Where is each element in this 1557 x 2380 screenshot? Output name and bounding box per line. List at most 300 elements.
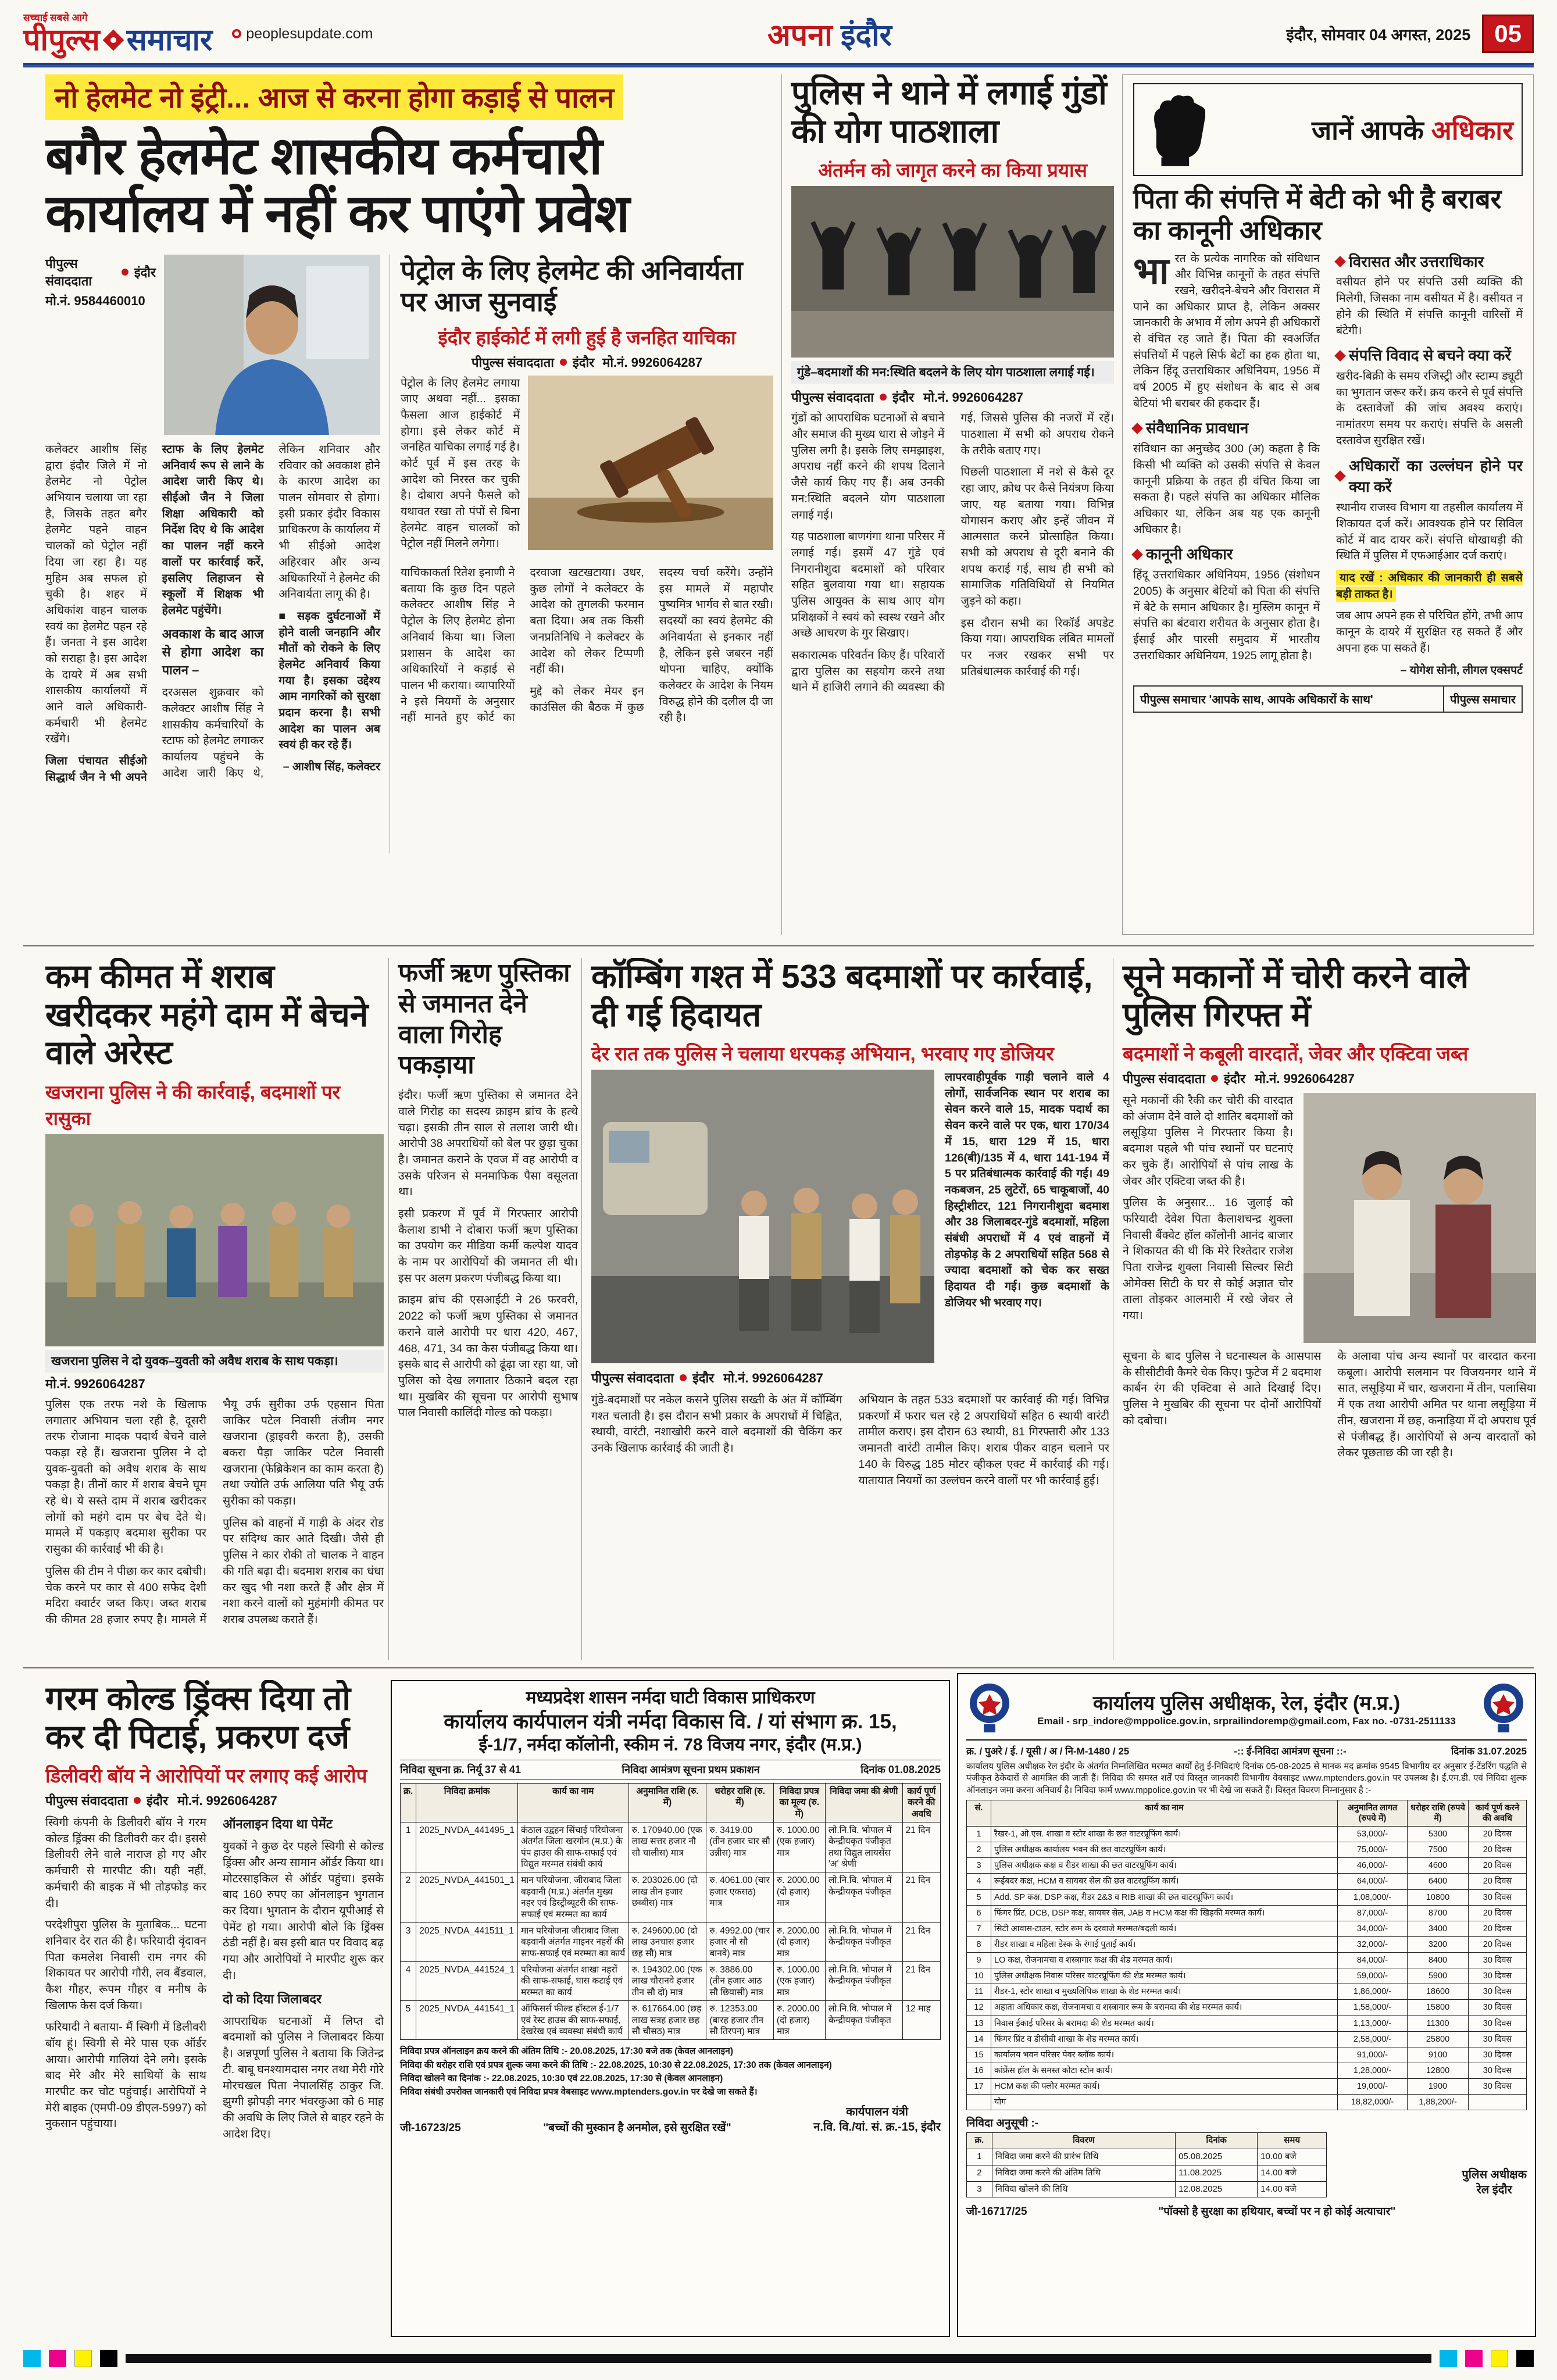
table-cell: 7500: [1408, 1842, 1469, 1858]
closing-paragraph: जब आप अपने हक से परिचित होंगे, तभी आप कानून के दायरे में सुरक्षित रह सकते हैं और अपना हक पा सकते हैं।: [1336, 609, 1523, 655]
byline-dot-icon: [560, 359, 567, 366]
cyan-mark: [1440, 2350, 1457, 2367]
table-cell: 20 दिवस: [1469, 1921, 1527, 1936]
highlight-line: याद रखें : अधिकार की जानकारी ही सबसे बड़ी ताकत है।: [1336, 571, 1523, 601]
table-cell: 9100: [1408, 2047, 1469, 2063]
collector-photo: [164, 255, 380, 435]
table-cell: 11.08.2025: [1176, 2165, 1258, 2181]
yoga-photo-art: [791, 186, 1114, 358]
table-cell: 30 दिवस: [1469, 1953, 1527, 1968]
table-cell: 20 दिवस: [1469, 1936, 1527, 1952]
paragraph: आपराधिक घटनाओं में लिप्त दो बदमाशों को पुलिस ने जिलाबदर किया है। अन्नपूर्णा पुलिस ने बताया कि जितेन्द्र टी. बाबू घनश्यामदास नगर तथा मेरी गोरे मोरचखल पिता नेपालसिंह ठाकुर जि. झुग्गी झोपड़ी नगर भंवरकुआ को 6 माह की अवधि के लिए जिले से बाहर रहने के आदेश दिए।: [223, 2014, 384, 2140]
table-cell: 3: [967, 2181, 992, 2197]
table-row: [967, 2047, 1527, 2063]
rights-footer-bar: [1133, 685, 1523, 713]
table-cell: 14.00 बजे: [1258, 2165, 1327, 2181]
paragraph: पेट्रोल के लिए हेलमेट लगाया जाए अथवा नहीं... इसका फैसला आज हाईकोर्ट में होगा। इसे लेकर कोर्ट में जनहित याचिका लगाई गई है। कोर्ट पूर्व में इस तरह के आदेश को निरस्त कर चुकी है। दोबारा अपने फैसले को यथावत रखा तो पंपों से बिना हेलमेट वाहन चालकों को पेट्रोल नहीं मिलने लगेगा।: [401, 376, 520, 551]
table-cell: 5: [967, 1889, 991, 1905]
article-liquor-arrest: [45, 958, 384, 1660]
table-cell: 30 दिवस: [1469, 1889, 1527, 1905]
table-cell: 87,000/-: [1338, 1905, 1408, 1921]
table-header-cell: अनुमानित राशि (रु. में): [628, 1783, 706, 1822]
table-cell: लो.नि.वि. भोपाल में केन्द्रीयकृत पंजीकृत: [825, 1962, 902, 2001]
black-mark: [1516, 2350, 1534, 2367]
gazette-number: जी-16723/25: [400, 2122, 461, 2135]
table-cell: 5900: [1408, 1968, 1469, 1984]
table-cell: 1: [967, 1827, 991, 1842]
table-cell: HCM कक्ष की फ्लोर मरम्मत कार्य।: [991, 2079, 1338, 2095]
paragraph-bold: जिला पंचायत सीईओ सिद्धार्थ जैन ने भी अपने स्टाफ के लिए हेलमेट अनिवार्य रूप से लाने के आदेश जारी किए थे। सीईओ जैन ने जिला शिक्षा अधिकारी को निर्देश दिए थे कि आदेश का पालन नहीं करने वालों पर कार्रवाई करें, इसलिए लिहाजन से स्कूलों में शिक्षक भी हेलमेट पहुंचेंगे।: [45, 443, 264, 784]
table-cell: 20 दिवस: [1469, 1874, 1527, 1889]
table-header-cell: धरोहर राशि (रु. में): [706, 1783, 773, 1822]
target-icon: [232, 29, 241, 38]
table-cell: 53,000/-: [1338, 1827, 1408, 1842]
gavel-photo: [528, 376, 773, 550]
article-body: [1133, 251, 1523, 679]
tender-schedule-table: [966, 2132, 1327, 2197]
article-combing-patrol: [581, 958, 1109, 1660]
table-cell: 1,13,000/-: [1338, 2016, 1408, 2031]
article-cold-drink-assault: [45, 1680, 384, 2337]
accused-photo-art: [1304, 1093, 1536, 1343]
table-cell: 21 दिन: [902, 1822, 940, 1872]
table-header-row: [967, 1800, 1527, 1826]
table-cell: योग: [991, 2095, 1338, 2110]
table-cell: 10800: [1408, 1889, 1469, 1905]
byline: पीपुल्स संवाददाता इंदौर: [472, 355, 595, 370]
paragraph: इस दौरान सभी का रिकॉर्ड अपडेट किया गया। आपराधिक लंबित मामलों पर नजर रखकर सभी पर प्रतिबंधात्मक कार्रवाई की गई।: [960, 616, 1114, 678]
table-cell: रु. 2000.00 (दो हजार) मात्र: [773, 2001, 825, 2040]
horizontal-rule: [23, 945, 1534, 946]
table-cell: 2025_NVDA_441541_1: [416, 2001, 518, 2040]
table-cell: 12.08.2025: [1176, 2181, 1258, 2197]
rights-title-a: जानें आपके: [1311, 115, 1424, 145]
table-cell: 20 दिवस: [1469, 1905, 1527, 1921]
table-cell: 2: [967, 1842, 991, 1858]
kicker: नो हेलमेट नो इंट्री... आज से करना होगा कड़ाई से पालन: [45, 74, 623, 120]
table-header-cell: क्र.: [967, 2133, 992, 2149]
logo-tagline: सच्चाई सबसे आगे: [23, 12, 88, 23]
table-cell: 46,000/-: [1338, 1858, 1408, 1874]
paragraph: युवकों ने कुछ देर पहले स्विगी से कोल्ड ड्रिंक्स और अन्य सामान ऑर्डर किया था। मोटरसाइकिल से ऑर्डर पहुंचा। इसके बाद 160 रुपए का ऑनलाइन भुगतान कर दिया। भुगतान के दौरान यूपीआई से पेमेंट हो गया। आरोपी बोले कि ड्रिंक्स ठंडी नहीं है। बस इसी बात पर विवाद बढ़ गया और आरोपियों ने मारपीट शुरू कर दी।: [223, 1840, 384, 1982]
newspaper-logo: [23, 13, 212, 55]
table-cell: सिटी आवास-टाउन, स्टोर रूम के दरवाजे मरम्मत/बदली कार्य।: [991, 1921, 1338, 1936]
sub-headline: देर रात तक पुलिस ने चलाया धरपकड़ अभियान, भरवाए गए डोजियर: [591, 1043, 1054, 1065]
mp-police-emblem-left: [966, 1680, 1013, 1736]
byline: पीपुल्स संवाददाता इंदौर: [1123, 1071, 1246, 1087]
section-heading: कानूनी अधिकार: [1133, 544, 1320, 565]
awareness-quote: "पॉक्सो है सुरक्षा का हथियार, बच्चों पर न हो कोई अत्याचार": [1158, 2206, 1396, 2218]
table-cell: 30 दिवस: [1469, 2031, 1527, 2047]
table-cell: फिंगर प्रिंट व डीसीबी शाखा के शेड मरम्मत कार्य।: [991, 2031, 1338, 2047]
reporter-phone: मो.नं. 9926064287: [1255, 1071, 1355, 1087]
table-cell: पुलिस अधीक्षक कार्यालय भवन की छत वाटरप्रूफिंग कार्य।: [991, 1842, 1338, 1858]
accused-photo: [1304, 1093, 1536, 1343]
table-cell: 14: [967, 2031, 991, 2047]
section-title-apna: अपना: [767, 18, 833, 52]
table-row: [967, 1968, 1527, 1984]
table-cell: 30 दिवस: [1469, 2047, 1527, 2063]
section-heading: अधिकारों का उल्लंघन होने पर क्या करें: [1336, 455, 1523, 498]
table-cell: 2,58,000/-: [1338, 2031, 1408, 2047]
headline: बगैर हेलमेट शासकीय कर्मचारी कार्यालय में नहीं कर पाएंगे प्रवेश: [45, 127, 630, 243]
article-body: [45, 442, 380, 785]
table-cell: रु. 617664.00 (छह लाख सत्रह हजार छह सौ चौसठ) मात्र: [628, 2001, 706, 2040]
table-cell: 1,08,000/-: [1338, 1889, 1408, 1905]
table-cell: 21 दिन: [902, 1922, 940, 1961]
article-yoga-pathshala: [781, 74, 1114, 935]
table-cell: रु. 3886.00 (तीन हजार आठ सौ छियासी) मात्र: [706, 1962, 773, 2001]
reporter-phone: मो.नं. 9926064287: [723, 1371, 823, 1386]
table-cell: 12800: [1408, 2063, 1469, 2078]
table-header-cell: निविदा प्रपत्र का मूल्य (रु. में): [773, 1783, 825, 1822]
article-house-theft: [1113, 958, 1536, 1660]
table-cell: निविदा जमा करने की प्रारंभ तिथि: [992, 2149, 1175, 2165]
paragraph: के अलावा पांच अन्य स्थानों पर वारदात करना कबूला। आरोपी सलमान पर विजयनगर थाने में सात, लसूड़िया में चार, खजराना में तीन, पलासिया में एक तथा आरोपी अमित पर थाना लसूड़िया में तीन, खजराना में छह, कनाड़िया में दो अपराध पूर्व से पंजीबद्ध हैं। आरोपियों से अन्य वारदातों को लेकर पूछताछ की जा रही है।: [1337, 1350, 1536, 1460]
yoga-photo: [791, 186, 1114, 358]
nvda-tender-table: [400, 1783, 941, 2040]
logo-text-samachar: समाचार: [126, 23, 213, 57]
collector-photo-art: [164, 255, 380, 435]
section-heading: विरासत और उत्तराधिकार: [1336, 251, 1523, 273]
paragraph: परदेशीपुरा पुलिस के मुताबिक... घटना शनिवार देर रात की है। फरियादी वृंदावन पिता कमलेश निवासी राम नगर की शिकायत पर आरोपी गौरी, लव बैंडवाल, कैश गौहर, रूपम गौहर व मनीष के खिलाफ केस दर्ज किया।: [45, 1918, 206, 2012]
mp-police-emblem-right: [1480, 1680, 1527, 1736]
paragraph: याचिकाकर्ता रितेश इनाणी ने बताया कि कुछ दिन पहले कलेक्टर आशीष सिंह ने पेट्रोल के लिए हेलमेट होना अनिवार्य किया था। जिला प्रशासन के आदेश का अधिकारियों ने कड़ाई से पालन भी कराया। व्यापारियों ने इसे नियमों के अनुसार नहीं मानते हुए कोर्ट का दरवाजा खटखटाया। उधर, कुछ लोगों ने कलेक्टर के आदेश को तुगलकी फरमान बता दिया। अब तक किसी जनप्रतिनिधि ने कलेक्टर के आदेश को लेकर टिप्पणी नहीं की।: [401, 566, 644, 724]
byline-dot-icon: [880, 394, 887, 401]
paragraph: इसी प्रकरण में पूर्व में गिरफ्तार आरोपी कैलाश डाभी ने दोबारा फर्जी ऋण पुस्तिका का उपयोग कर मीडिया कर्मी कल्पेश यादव के नाम पर आरोपियों की जमानत ली थी। इस पर अलग प्रकरण पंजीबद्ध किया था।: [398, 1207, 578, 1285]
photo-caption: गुंडे–बदमाशों की मन:स्थिति बदलने के लिए योग पाठशाला लगाई गई।: [791, 361, 1114, 384]
table-cell: 9: [967, 1953, 991, 1968]
article-body: [401, 565, 773, 726]
table-cell: निविदा खोलने की तिथि: [992, 2181, 1175, 2197]
byline: पीपुल्स संवाददाता इंदौर: [791, 390, 915, 405]
table-cell: 3: [401, 1922, 416, 1961]
table-header-cell: विवरण: [992, 2133, 1175, 2149]
reporter-phone: मो.नं. 9926064287: [602, 355, 702, 370]
article-helmet-order: [45, 74, 773, 935]
byline: पीपुल्स संवाददाता इंदौर: [45, 1793, 169, 1809]
rail-police-tender-notice: [957, 1673, 1536, 2337]
diamond-bullet-icon: [1334, 256, 1346, 267]
rights-title-b: अधिकार: [1431, 115, 1513, 145]
table-cell: 15: [967, 2047, 991, 2063]
tender-notice-number: निविदा सूचना क्र. निर्यू 37 से 41: [400, 1763, 521, 1775]
table-cell: 1: [401, 1822, 416, 1872]
paragraph: दरअसल शुक्रवार को कलेक्टर आशीष सिंह ने शासकीय कर्मचारियों के स्टाफ को हेलमेट लगाकर कार्यालय पहुंचने के आदेश जारी किए थे, लेकिन शनिवार और रविवार को अवकाश होने के कारण आदेश का पालन सोमवार से होगा। इसी प्रकार इंदौर विकास प्राधिकरण के कार्यालय में भी सीईओ आदेश अहिरवार और अन्य अधिकारियों ने हेलमेट की अनिवार्यता लागू की है।: [162, 443, 380, 780]
table-cell: 4: [967, 1874, 991, 1889]
table-cell: 1,28,000/-: [1338, 2063, 1408, 2078]
table-cell: [967, 2095, 991, 2110]
table-row: [967, 2095, 1527, 2110]
table-header-row: [967, 2133, 1327, 2149]
liquor-arrest-photo: [45, 1134, 384, 1346]
table-cell: 1,86,000/-: [1338, 1984, 1408, 2000]
byline-dot-icon: [1211, 1075, 1218, 1082]
black-mark: [100, 2350, 117, 2367]
table-cell: 10.00 बजे: [1258, 2149, 1327, 2165]
article-body: [45, 1815, 384, 2143]
table-row: [401, 1822, 941, 1872]
paragraph: क्राइम ब्रांच की एसआईटी ने 26 फरवरी, 2022 को फर्जी ऋण पुस्तिका से जमानत कराने वाले आरोपी पर धारा 420, 467, 468, 471, 34 का केस पंजीबद्ध किया था। इसके बाद से आरोपी को ढूंढ़ा जा रहा था, जो पुलिस को देख लगातार ठिकाने बदल रहा था। मुखबिर की सूचना पर आरोपी सुभाष पाल निवासी कालिंदी गोल्ड को पकड़ा।: [398, 1293, 578, 1420]
section-heading: संपत्ति विवाद से बचने क्या करें: [1336, 345, 1523, 366]
rail-tender-table: [966, 1800, 1527, 2111]
table-cell: लो.नि.वि. भोपाल में केन्द्रीयकृत पंजीकृत: [825, 1872, 902, 1923]
table-header-cell: निविदा जमा की श्रेणी: [825, 1783, 902, 1822]
byline: पीपुल्स संवाददाता इंदौर: [45, 256, 156, 288]
table-cell: 12 माह: [902, 2001, 940, 2040]
paragraph: निविदा की धरोहर राशि एवं प्रपत्र शुल्क जमा करने की तिथि :- 22.08.2025, 10:30 से 22.08.2025, 17:30 तक (केवल आनलाइन): [400, 2060, 832, 2070]
combing-photo-art: [591, 1070, 934, 1363]
article-know-your-rights: [1122, 74, 1534, 935]
table-cell: 11300: [1408, 2016, 1469, 2031]
website-url: peoplesupdate.com: [232, 26, 373, 42]
table-row: [967, 2165, 1327, 2181]
table-cell: 20 दिवस: [1469, 1842, 1527, 1858]
headline: कम कीमत में शराब खरीदकर महंगे दाम में बेचने वाले अरेस्ट: [45, 958, 369, 1072]
table-cell: रैखर-1, ओ.एस. शाखा व स्टोर शाखा के छत वाटरप्रूफिंग कार्य।: [991, 1827, 1338, 1842]
paragraph: पिछली पाठशाला में नशे से कैसे दूर रहा जाए, क्रोध पर कैसे नियंत्रण किया जाए, यह बताया गया। विभिन्न योगासन कराए और इन्हें जीवन में आत्मसात करने प्रोत्साहित किया। सभी को अपराध से दूरी बनाने की शपथ कराई गई, साथ ही सभी को सामाजिक गतिविधियों से नियमित जुड़ने को कहा।: [960, 466, 1114, 607]
table-cell: कांफ्रेंस हॉल के समस्त कोटा स्टोन कार्य।: [991, 2063, 1338, 2078]
paragraph: हिंदू उत्तराधिकार अधिनियम, 1956 (संशोधन 2005) के अनुसार बेटियों को पिता की संपत्ति में बेटे के समान अधिकार है। मुस्लिम कानून में संपत्ति का बंटवारा शरीयत के अनुसार होता है। ईसाई और पारसी समुदाय में भारतीय उत्तराधिकार अधिनियम, 1925 लागू होता है।: [1133, 569, 1320, 662]
reporter-phone: मो.नं. 9926064287: [45, 1376, 145, 1391]
table-cell: रीडर-1, स्टोर शाखा व मुख्यलिपिक शाखा के शेड मरम्मत कार्य।: [991, 1984, 1338, 2000]
gavel-photo-art: [528, 376, 773, 550]
table-cell: 18,82,000/-: [1338, 2095, 1408, 2110]
magenta-mark: [49, 2350, 66, 2367]
table-cell: परियोजना अंतर्गत शाखा नहरों की साफ-सफाई, घास कटाई एवं मरम्मत का कार्य: [517, 1962, 628, 2001]
sub-headline: अंतर्मन को जागृत करने का किया प्रयास: [818, 159, 1087, 181]
table-cell: 59,000/-: [1338, 1968, 1408, 1984]
table-cell: LO कक्ष, रोजनामचा व शस्त्रागार कक्ष की शेड मरम्मत कार्य।: [991, 1953, 1338, 1968]
table-cell: 10: [967, 1968, 991, 1984]
page-number: 05: [1482, 15, 1534, 53]
reporter-phone: मो.नं. 9584460010: [45, 294, 145, 308]
article-body: [791, 410, 1114, 696]
table-cell: 3200: [1408, 1936, 1469, 1952]
table-cell: 6: [967, 1905, 991, 1921]
tender-date: दिनांक 01.08.2025: [860, 1763, 941, 1775]
table-cell: निविदा जमा करने की अंतिम तिथि: [992, 2165, 1175, 2181]
paragraph: कलेक्टर आशीष सिंह द्वारा इंदौर जिले में नो हेलमेट नो पेट्रोल अभियान चलाया जा रहा है, जिसके तहत बगैर हेलमेट पहने वाहन चालकों को पेट्रोल नहीं दिया जा रहा है। यह मुहिम अब सफल हो चुकी है। शहर में अधिकांश वाहन चालक स्वयं का हेलमेट पहन रहे हैं। जनता ने इस आदेश को सराहा है। इस आदेश के दायरे में अब सभी शासकीय कार्यालयों में आने वाले अधिकारी-कर्मचारी भी हेलमेट रखेंगे।: [45, 443, 147, 746]
table-cell: 21 दिन: [902, 1872, 940, 1923]
table-cell: 11: [967, 1984, 991, 2000]
table-cell: रु. 203026.00 (दो लाख तीन हजार छब्बीस) मात्र: [628, 1872, 706, 1923]
table-cell: 32,000/-: [1338, 1936, 1408, 1952]
table-row: [401, 1962, 941, 2001]
table-cell: पुलिस अधीक्षक निवास परिसर वाटरप्रूफिंग की शेड मरम्मत कार्य।: [991, 1968, 1338, 1984]
headline: पिता की संपत्ति में बेटी को भी है बराबर का कानूनी अधिकार: [1133, 184, 1502, 246]
paragraph: पुलिस को वाहनों में गाड़ी के अंदर रोड पर संदिग्ध कार आते दिखी। जैसे ही पुलिस ने कार रोकी तो चालक ने वाहन की गति बढ़ा दी। बदमाश शराब का धंधा कर खुद भी नशा करते हैं और क्षेत्र में नशा करने वालों को मुहंमांगी कीमत पर शराब उपलब्ध कराते हैं।: [223, 1516, 384, 1626]
logo-text-peoples: पीपुल्स: [23, 23, 100, 57]
photo-caption: खजराना पुलिस ने दो युवक–युवती को अवैध शराब के साथ पकड़ा।: [45, 1350, 384, 1373]
tender-title-line2: कार्यालय कार्यपालन यंत्री नर्मदा विकास वि. / यां संभाग क्र. 15,: [444, 1710, 897, 1733]
article-body: [398, 1088, 578, 1421]
table-row: [967, 1936, 1527, 1952]
article-body: [45, 1397, 384, 1631]
table-header-cell: क्र.: [401, 1783, 416, 1822]
horizontal-rule: [23, 1667, 1534, 1668]
diamond-bullet-icon: [1334, 350, 1346, 362]
drop-cap: भा: [1133, 249, 1169, 292]
highlight-note: ■ सड़क दुर्घटनाओं में होने वाली जनहानि और मौतों को रोकने के लिए हेलमेट अनिवार्य किया गया है। इसका उद्देश्य आम नागरिकों को सुरक्षा प्रदान करना है। सभी आदेश का पालन अब स्वयं ही कर रहे हैं।: [278, 609, 380, 752]
nvda-tender-notice: [391, 1680, 950, 2337]
paragraph: गुंडे-बदमाशों पर नकेल कसने पुलिस सख्ती के अंत में कॉम्बिंग गश्त चलाती है। इस दौरान सभी प्रकार के अपराधों में चिह्नित, स्थायी, वारंटी, नशाखोरी करने वाले बदमाशों की चैकिंग कर उनके खिलाफ कार्रवाई की जाती है।: [591, 1393, 842, 1455]
table-row: [967, 2079, 1527, 2095]
table-row: [967, 1842, 1527, 1858]
table-header-cell: सं.: [967, 1800, 991, 1826]
table-cell: 05.08.2025: [1176, 2149, 1258, 2165]
paragraph: स्थानीय राजस्व विभाग या तहसील कार्यालय में शिकायत दर्ज करें। आवश्यक होने पर सिविल कोर्ट में वाद दायर करें। संपत्ति धोखाधड़ी की स्थिति में पुलिस में एफआईआर दर्ज कराएं।: [1336, 501, 1523, 563]
table-cell: मान परियोजना, जीराबाद जिला बड़वानी (म.प्र.) अंतर्गत मुख्य नहर एवं डिस्ट्रीब्यूटरी की साफ-सफाई एवं मरम्मत का कार्य: [517, 1872, 628, 1923]
rights-footer-right: पीपुल्स समाचार: [1450, 694, 1516, 707]
table-cell: 30 दिवस: [1469, 1968, 1527, 1984]
table-row: [967, 2063, 1527, 2078]
table-cell: रु. 1000.00 (एक हजार) मात्र: [773, 1822, 825, 1872]
table-row: [967, 1889, 1527, 1905]
paragraph: इंदौर। फर्जी ऋण पुस्तिका से जमानत देने वाले गिरोह का सदस्य क्राइम ब्रांच के हत्थे चढ़ा। इसकी तीन साल से तलाश जारी थी। आरोपी 38 अपराधियों को बेल पर छुड़ा चुका है। जमानत कराने के एवज में वह आरोपी व उसके परिजन से मनमाफिक पैसा वसूलता था।: [398, 1089, 578, 1199]
table-cell: 1,58,000/-: [1338, 2000, 1408, 2016]
table-cell: ऑफिसर्स फील्ड हॉस्टल ई-1/7 एवं रेस्ट हाउस की साफ-सफाई, देखरेख एवं व्यवस्था संबंधी कार्य: [517, 2001, 628, 2040]
paragraph: निविदा खोलने का दिनांक :- 22.08.2025, 10:30 एवं 22.08.2025, 17:30 से (केवल आनलाइन): [400, 2073, 723, 2084]
paragraph: निविदा संबंधी उपरोक्त जानकारी एवं निविदा प्रपत्र वेबसाइट www.mptenders.gov.in पर देखे जा सकते हैं।: [400, 2087, 758, 2097]
table-row: [401, 1922, 941, 1961]
table-cell: 17: [967, 2079, 991, 2095]
table-cell: रु. 4992.00 (चार हजार नौ सौ बानवे) मात्र: [706, 1922, 773, 1961]
table-cell: 20 दिवस: [1469, 1858, 1527, 1874]
table-cell: 4: [401, 1962, 416, 2001]
table-cell: 3400: [1408, 1921, 1469, 1936]
paragraph: फरियादी ने बताया- मैं स्विगी में डिलीवरी बॉय हूं। स्विगी से मेरे पास एक ऑर्डर आया। आरोपी गालियां देने लगे। इसके बाद मेरे और मेरे साथियों के साथ मारपीट कर चोट पहुंचाई। आरोपियों ने मेरी बाइक (एमपी-09 डीएल-5997) को नुकसान पहुंचाया।: [45, 2021, 206, 2131]
table-header-cell: निविदा क्रमांक: [416, 1783, 518, 1822]
paragraph: पुलिस की टीम ने पीछा कर कार दबोची। चेक करने पर कार से 400 सफेद देशी मदिरा क्वार्टर जब्त किए। जब्त शराब की कीमत 28 हजार रुपए है। मामले में भैयू उर्फ सुरीका उर्फ एहसान पिता जाकिर पटेल निवासी तंजीम नगर खजराना (ड्राइवरी करता है), उसकी बकरा पैड़ा जाकिर पटेल निवासी खजराना (फेब्रिकेशन का काम करता है) तथा ज्योति उर्फ आलिया पति भैयू उर्फ सुरीका को पकड़ा।: [45, 1398, 384, 1626]
table-cell: 5: [401, 2001, 416, 2040]
tender-date: दिनांक 31.07.2025: [1451, 1746, 1527, 1757]
table-cell: 16: [967, 2063, 991, 2078]
paragraph: संविधान का अनुच्छेद 300 (अ) कहता है कि किसी भी व्यक्ति को उसकी संपत्ति से केवल कानूनी प्रक्रिया के तहत ही वंचित किया जा सकता है। पहले संपत्ति का अधिकार मौलिक अधिकार था, लेकिन अब यह एक कानूनी अधिकार है।: [1133, 442, 1320, 536]
table-row: [967, 2016, 1527, 2031]
table-row: [967, 2149, 1327, 2165]
cyan-mark: [23, 2350, 41, 2367]
raised-fist-icon: [1142, 92, 1205, 167]
sub-headline: इंदौर हाईकोर्ट में लगी हुई है जनहित याचिका: [438, 326, 736, 348]
table-cell: 30 दिवस: [1469, 2000, 1527, 2016]
headline: गरम कोल्ड ड्रिंक्स दिया तो कर दी पिटाई, प्रकरण दर्ज: [45, 1680, 351, 1756]
signatory-office: न.वि. वि./यां. सं. क्र.-15, इंदौर: [813, 2121, 941, 2134]
table-cell: रु. 4061.00 (चार हजार एकसठ) मात्र: [706, 1872, 773, 1923]
byline-dot-icon: [134, 1797, 141, 1804]
intro-paragraph: रत के प्रत्येक नागरिक को संविधान और विभिन्न कानूनों के तहत संपत्ति रखने, खरीदने-बेचने और विरासत में पाने का अधिकार प्राप्त है, लेकिन अक्सर जानकारी के अभाव में लोग अपने ही अधिकारों से वंचित रह जाते हैं। पिता की स्वअर्जित संपत्तियों में पहले सिर्फ बेटों का हक होता था, लेकिन हिंदू उत्तराधिकार अधिनियम, 1956 में वर्ष 2005 में हुए संशोधन के बाद से अब बेटियां भी बराबर की हकदार हैं।: [1133, 252, 1320, 410]
signatory-title: पुलिस अधीक्षक: [1462, 2168, 1527, 2182]
table-cell: रूईबदर कक्ष, HCM व सायबर सेल की छत वाटरप्रूफिंग कार्य।: [991, 1874, 1338, 1889]
table-header-cell: कार्य पूर्ण करने की अवधि: [1469, 1800, 1527, 1826]
table-cell: 1900: [1408, 2079, 1469, 2095]
reporter-phone: मो.नं. 9926064287: [923, 390, 1023, 405]
table-cell: 30 दिवस: [1469, 2016, 1527, 2031]
paragraph: गुंडों को आपराधिक घटनाओं से बचाने और समाज की मुख्य धारा से जोड़ने में पुलिस लगी है। इसके लिए समझाइश, अपराध नहीं करने की शपथ दिलाने जैसे कार्य किए गए हैं। अब उनकी मन:स्थिति बदलने योग पाठशाला लगाई गई।: [791, 412, 945, 521]
table-cell: निवास ईकाई परिसर के बरामदा की शेड मरम्मत कार्य।: [991, 2016, 1338, 2031]
sub-heading: ऑनलाइन दिया था पेमेंट: [223, 1817, 333, 1832]
paragraph: वसीयत होने पर संपत्ति उसी व्यक्ति की मिलेगी, जिसका नाम वसीयत में है। वसीयत न होने की स्थिति में संपत्ति कानूनी वारिसों में बंटेगी।: [1336, 276, 1523, 337]
table-cell: 4600: [1408, 1858, 1469, 1874]
table-cell: 19,000/-: [1338, 2079, 1408, 2095]
table-cell: 12: [967, 2000, 991, 2016]
table-cell: 8700: [1408, 1905, 1469, 1921]
table-header-cell: अनुमानित लागत (रुपये में): [1338, 1800, 1408, 1826]
tender-intro: कार्यालय पुलिस अधीक्षक रेल इंदौर के अंतर्गत निम्नलिखित मरम्मत कार्यों हेतु ई-निविदाएं दिनांक 05-08-2025 से मानक मद क्रमांक 9545 विभागीय दर अनुसार ई-टेंडरिंग पद्धति से पंजीकृत ठेकेदारों से आमंत्रित की जाती हैं। निविदा की समस्त शर्तें एवं विस्तृत जानकारी विभागीय वेबसाइट www.mptenders.gov.in पर उपलब्ध है। ई.एम.डी. एवं निविदा शुल्क ऑनलाइन जमा करना अनिवार्य है। निविदा फार्म www.mppolice.gov.in पर भी देखे जा सकते हैं। विस्तृत विवरण निम्नानुसार है :-: [966, 1761, 1527, 1795]
headline: कॉम्बिंग गश्त में 533 बदमाशों पर कार्रवाई, दी गई हिदायत: [591, 958, 1093, 1034]
paragraph: मुद्दे को लेकर मेयर इन काउंसिल की बैठक में कुछ सदस्य चर्चा करेंगे। उन्होंने इस मामले में महापौर पुष्यमित्र भार्गव से बात रखी। सदस्यों का स्वयं हेलमेट की अनिवार्यता से इनकार नहीं है, लेकिन इसे जबरन नहीं थोपना चाहिए, क्योंकि कलेक्टर के आदेश के नियम विरुद्ध होने की दलील दी जा रही है।: [530, 566, 773, 724]
table-cell: रु. 2000.00 (दो हजार) मात्र: [773, 1872, 825, 1923]
tender-heading: -:: ई-निविदा आमंत्रण सूचना ::-: [1234, 1746, 1347, 1757]
headline: सूने मकानों में चोरी करने वाले पुलिस गिरफ्त में: [1123, 958, 1469, 1034]
table-cell: [1469, 2095, 1527, 2110]
table-cell: 2: [401, 1872, 416, 1923]
table-cell: रु. 3419.00 (तीन हजार चार सौ उन्नीस) मात्र: [706, 1822, 773, 1872]
dateline: इंदौर, सोमवार 04 अगस्त, 2025: [1286, 26, 1471, 44]
gazette-number: जी-16717/25: [966, 2206, 1027, 2218]
rail-tender-title: कार्यालय पुलिस अधीक्षक, रेल, इंदौर (म.प्र.): [1092, 1692, 1401, 1714]
table-cell: लो.नि.वि. भोपाल में केन्द्रीयकृत पंजीकृत: [825, 2001, 902, 2040]
table-cell: रीडर शाखा व महिला डेस्क के रंगाई पुताई कार्य।: [991, 1936, 1338, 1952]
table-cell: 34,000/-: [1338, 1921, 1408, 1936]
table-row: [401, 2001, 941, 2040]
table-cell: 7: [967, 1921, 991, 1936]
table-cell: रु. 12353.00 (बारह हजार तीन सौ तिरपन) मात्र: [706, 2001, 773, 2040]
sub-headline: खजराना पुलिस ने की कार्रवाई, बदमाशों पर रासुका: [45, 1081, 341, 1129]
table-header-cell: धरोहर राशि (रुपये में): [1408, 1800, 1469, 1826]
table-header-cell: कार्य का नाम: [517, 1783, 628, 1822]
table-row: [967, 1827, 1527, 1842]
diamond-bullet-icon: [1131, 423, 1143, 434]
yellow-mark: [74, 2350, 92, 2367]
table-cell: 20 दिवस: [1469, 1827, 1527, 1842]
rail-email-line: Email - srp_indore@mppolice.gov.in, srprailindoremp@gmail.com, Fax no. -0731-2511133: [1037, 1716, 1456, 1727]
table-cell: कार्यालय भवन परिसर पेवर ब्लॉक कार्य।: [991, 2047, 1338, 2063]
table-header-cell: समय: [1258, 2133, 1327, 2149]
table-row: [967, 2000, 1527, 2016]
sub-heading: अवकाश के बाद आज से होगा आदेश का पालन –: [162, 626, 264, 678]
table-cell: 18600: [1408, 1984, 1469, 2000]
table-cell: रु. 249600.00 (दो लाख उनचास हजार छह सौ) मात्र: [628, 1922, 706, 1961]
paragraph: स्विगी कंपनी के डिलीवरी बॉय ने गरम कोल्ड ड्रिंक्स की डिलीवरी कर दी। इससे डिलीवरी लेने वाले नाराज हो गए और कर्मचारी से मारपीट की। यही नहीं, कर्मचारी की बाइक में भी तोड़फोड़ कर दी।: [45, 1816, 206, 1910]
table-cell: 1,88,200/-: [1408, 2095, 1469, 2110]
table-cell: 8400: [1408, 1953, 1469, 1968]
tender-notes: [400, 2045, 941, 2099]
paragraph: अभियान के तहत 533 बदमाशों पर कार्रवाई की गई। विभिन्न प्रकरणों में फरार चल रहे 2 अपराधियों सहित 6 स्थायी वारंटी तामील कराए। इस दौरान 63 स्थायी, 81 गिरफ्तारी और 133 जमानती वारंटी तामील किए। शराब पीकर वाहन चलाने पर 140 के विरुद्ध 185 मोटर व्हीकल एक्ट में कार्रवाई की गई। यातायात नियमों का उल्लंघन करने वालों पर भी कार्रवाई हुई।: [858, 1393, 1109, 1487]
byline: पीपुल्स संवाददाता इंदौर: [591, 1371, 715, 1386]
table-cell: रु. 1000.00 (एक हजार) मात्र: [773, 1962, 825, 2001]
table-row: [967, 1858, 1527, 1874]
table-cell: 14.00 बजे: [1258, 2181, 1327, 2197]
tender-reference: क्र. / पुअरे / ई. / यूसी / अ / नि-M-1480 / 25: [966, 1746, 1130, 1757]
article-petrol-hearing: [390, 255, 773, 853]
reporter-phone: मो.नं. 9926064287: [177, 1793, 277, 1809]
paragraph: निविदा प्रपत्र ऑनलाइन क्रय करने की अंतिम तिथि :- 20.08.2025, 17:30 बजे तक (केवल आनलाइन): [400, 2046, 734, 2057]
print-registration-marks: [23, 2350, 1534, 2367]
headline: पेट्रोल के लिए हेलमेट की अनिवार्यता पर आज सुनवाई: [401, 255, 743, 317]
byline-dot-icon: [680, 1374, 687, 1381]
table-cell: 2025_NVDA_441501_1: [416, 1872, 518, 1923]
schedule-title: निविदा अनुसूची :-: [966, 2117, 1039, 2130]
table-cell: 3: [967, 1858, 991, 1874]
table-row: [967, 1921, 1527, 1936]
masthead: [23, 8, 1534, 59]
signature: – आशीष सिंह, कलेक्टर: [283, 760, 380, 774]
magenta-mark: [1465, 2350, 1483, 2367]
table-cell: 84,000/-: [1338, 1953, 1408, 1968]
table-cell: 2025_NVDA_441511_1: [416, 1922, 518, 1961]
table-cell: 1: [967, 2149, 992, 2165]
